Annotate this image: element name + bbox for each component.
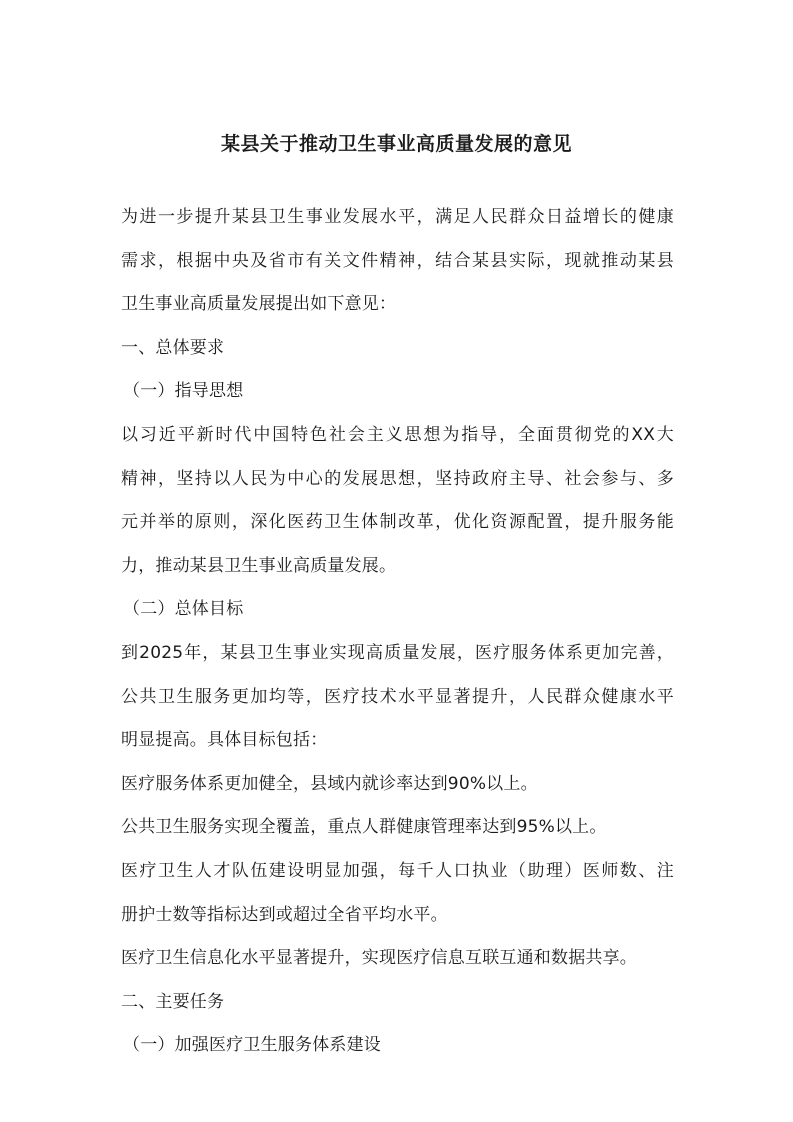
paragraph-line: 公共卫生服务更加均等，医疗技术水平显著提升，人民群众健康水平 xyxy=(121,686,674,707)
paragraph-line: 元并举的原则，深化医药卫生体制改革，优化资源配置，提升服务能 xyxy=(121,512,674,533)
section-heading: 二、主要任务 xyxy=(121,991,225,1012)
paragraph-line: 精神，坚持以人民为中心的发展思想，坚持政府主导、社会参与、多 xyxy=(121,468,674,489)
list-item: 公共卫生服务实现全覆盖，重点人群健康管理率达到95%以上。 xyxy=(121,817,607,838)
paragraph-line: 为进一步提升某县卫生事业发展水平，满足人民群众日益增长的健康 xyxy=(121,207,674,227)
paragraph-line: 力，推动某县卫生事业高质量发展。 xyxy=(121,555,397,576)
document-title: 某县关于推动卫生事业高质量发展的意见 xyxy=(220,133,572,155)
list-item: 医疗卫生人才队伍建设明显加强，每千人口执业（助理）医师数、注 xyxy=(121,860,674,881)
paragraph-line: 到2025年，某县卫生事业实现高质量发展，医疗服务体系更加完善， xyxy=(121,642,674,663)
paragraph-line: 需求，根据中央及省市有关文件精神，结合某县实际，现就推动某县 xyxy=(121,250,674,271)
paragraph-line: 卫生事业高质量发展提出如下意见： xyxy=(121,294,397,315)
subsection-heading: （一）加强医疗卫生服务体系建设 xyxy=(123,1035,381,1056)
subsection-heading: （二）总体目标 xyxy=(123,599,244,620)
list-item: 册护士数等指标达到或超过全省平均水平。 xyxy=(121,904,448,925)
document-body xyxy=(121,196,674,1068)
paragraph-line: 明显提高。具体目标包括： xyxy=(121,730,328,751)
paragraph-line: 以习近平新时代中国特色社会主义思想为指导，全面贯彻党的XX大 xyxy=(121,424,674,445)
subsection-heading: （一）指导思想 xyxy=(123,381,244,402)
list-item: 医疗服务体系更加健全，县域内就诊率达到90%以上。 xyxy=(121,773,538,794)
list-item: 医疗卫生信息化水平显著提升，实现医疗信息互联互通和数据共享。 xyxy=(121,948,637,969)
section-heading: 一、总体要求 xyxy=(121,337,225,358)
